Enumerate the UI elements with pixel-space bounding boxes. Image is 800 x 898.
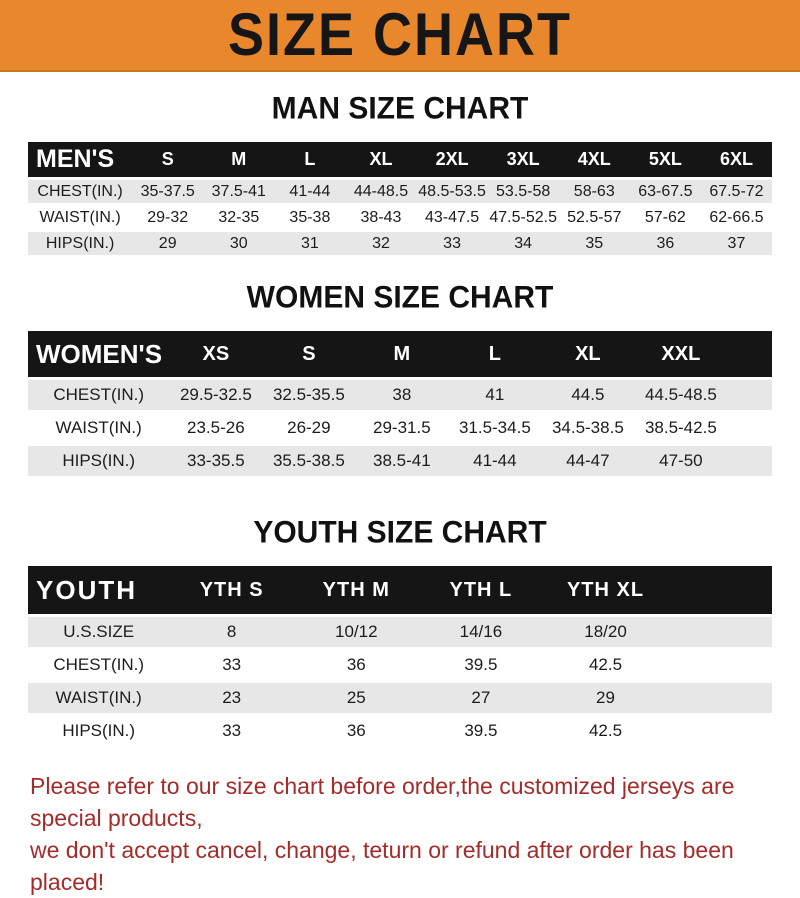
measurement-value: 34.5-38.5 (541, 413, 634, 443)
measurement-value: 14/16 (419, 617, 544, 647)
measurement-value: 42.5 (543, 716, 668, 746)
measurement-value: 41-44 (274, 180, 345, 203)
measurement-value: 34 (488, 232, 559, 255)
order-disclaimer (30, 770, 800, 898)
measurement-value: 38 (355, 380, 448, 410)
measurement-label: WAIST(IN.) (28, 413, 169, 443)
size-column-header: YTH M (322, 578, 390, 601)
measurement-label: HIPS(IN.) (28, 232, 132, 255)
size-chart-banner (0, 0, 800, 72)
size-column-header: L (488, 342, 501, 365)
measurement-label: CHEST(IN.) (28, 380, 169, 410)
measurement-value: 67.5-72 (701, 180, 772, 203)
measurement-value: 38-43 (345, 206, 416, 229)
measurement-value: 23 (169, 683, 294, 713)
measurement-value: 44.5-48.5 (634, 380, 727, 410)
measurement-value: 25 (294, 683, 419, 713)
size-column-header: XL (575, 342, 601, 365)
measurement-row (28, 683, 772, 713)
youth-size-chart-section (0, 516, 800, 749)
measurement-value: 36 (294, 716, 419, 746)
size-column-header: 6XL (719, 149, 753, 169)
measurement-row (28, 206, 772, 229)
measurement-value: 29.5-32.5 (169, 380, 262, 410)
row-spacer (727, 380, 772, 410)
measurement-value: 57-62 (630, 206, 701, 229)
women-size-table (28, 328, 772, 479)
measurement-value: 63-67.5 (630, 180, 701, 203)
measurement-value: 33 (417, 232, 488, 255)
size-column-header: XL (369, 149, 393, 169)
measurement-label: HIPS(IN.) (28, 716, 169, 746)
measurement-value: 37.5-41 (203, 180, 274, 203)
size-column-header: XXL (661, 342, 701, 365)
measurement-row (28, 180, 772, 203)
size-column-header: 5XL (648, 149, 682, 169)
measurement-value: 27 (419, 683, 544, 713)
measurement-row (28, 232, 772, 255)
measurement-value: 58-63 (559, 180, 630, 203)
measurement-row (28, 617, 772, 647)
measurement-value: 41-44 (448, 446, 541, 476)
measurement-value: 36 (630, 232, 701, 255)
row-spacer (668, 716, 772, 746)
measurement-row (28, 446, 772, 476)
measurement-label: WAIST(IN.) (28, 206, 132, 229)
measurement-value: 47.5-52.5 (488, 206, 559, 229)
measurement-value: 29 (543, 683, 668, 713)
measurement-value: 30 (203, 232, 274, 255)
measurement-label: CHEST(IN.) (28, 180, 132, 203)
measurement-label: WAIST(IN.) (28, 683, 169, 713)
size-column-header: YTH L (449, 578, 513, 601)
measurement-row (28, 650, 772, 680)
row-spacer (727, 446, 772, 476)
women-section-title: WOMEN SIZE CHART (246, 279, 554, 315)
measurement-value: 10/12 (294, 617, 419, 647)
measurement-value: 39.5 (419, 650, 544, 680)
measurement-value: 44-47 (541, 446, 634, 476)
measurement-value: 31.5-34.5 (448, 413, 541, 443)
size-column-header: M (393, 342, 411, 365)
table-group-label: WOMEN'S (36, 338, 163, 369)
measurement-value: 53.5-58 (488, 180, 559, 203)
measurement-value: 48.5-53.5 (417, 180, 488, 203)
measurement-row (28, 380, 772, 410)
size-column-header: 4XL (577, 149, 611, 169)
men-section-title: MAN SIZE CHART (271, 90, 529, 126)
measurement-value: 8 (169, 617, 294, 647)
table-group-label: YOUTH (36, 574, 137, 605)
table-group-label: MEN'S (36, 145, 115, 173)
row-spacer (668, 683, 772, 713)
measurement-value: 23.5-26 (169, 413, 262, 443)
measurement-value: 29-31.5 (355, 413, 448, 443)
measurement-value: 39.5 (419, 716, 544, 746)
men-size-chart-section (0, 92, 800, 258)
banner-title: SIZE CHART (228, 1, 572, 69)
measurement-value: 37 (701, 232, 772, 255)
measurement-label: CHEST(IN.) (28, 650, 169, 680)
row-spacer (727, 413, 772, 443)
size-header-row (28, 142, 772, 177)
measurement-value: 42.5 (543, 650, 668, 680)
measurement-value: 35-38 (274, 206, 345, 229)
measurement-value: 32.5-35.5 (262, 380, 355, 410)
measurement-value: 33 (169, 716, 294, 746)
header-spacer (668, 566, 772, 614)
size-column-header: S (302, 342, 316, 365)
measurement-value: 32-35 (203, 206, 274, 229)
measurement-value: 38.5-42.5 (634, 413, 727, 443)
row-spacer (668, 650, 772, 680)
men-size-table (28, 139, 772, 258)
measurement-value: 35-37.5 (132, 180, 203, 203)
size-column-header: 3XL (506, 149, 540, 169)
youth-section-title: YOUTH SIZE CHART (253, 514, 547, 550)
measurement-label: HIPS(IN.) (28, 446, 169, 476)
measurement-value: 41 (448, 380, 541, 410)
measurement-value: 33 (169, 650, 294, 680)
measurement-value: 44.5 (541, 380, 634, 410)
measurement-value: 35.5-38.5 (262, 446, 355, 476)
size-column-header: YTH S (199, 578, 264, 601)
measurement-value: 26-29 (262, 413, 355, 443)
measurement-value: 33-35.5 (169, 446, 262, 476)
youth-size-table (28, 563, 772, 749)
size-header-row (28, 331, 772, 377)
measurement-value: 62-66.5 (701, 206, 772, 229)
measurement-value: 29 (132, 232, 203, 255)
measurement-value: 31 (274, 232, 345, 255)
size-column-header: XS (202, 342, 230, 365)
women-size-chart-section (0, 281, 800, 479)
size-column-header: S (161, 149, 174, 169)
measurement-value: 36 (294, 650, 419, 680)
measurement-value: 52.5-57 (559, 206, 630, 229)
disclaimer-line-1: Please refer to our size chart before order,the customized jerseys are special products, (30, 773, 735, 831)
header-spacer (727, 331, 772, 377)
measurement-value: 38.5-41 (355, 446, 448, 476)
measurement-value: 35 (559, 232, 630, 255)
disclaimer-line-2: we don't accept cancel, change, teturn or refund after order has been placed! (30, 837, 734, 895)
measurement-value: 43-47.5 (417, 206, 488, 229)
size-column-header: YTH XL (566, 578, 645, 601)
measurement-value: 47-50 (634, 446, 727, 476)
measurement-value: 32 (345, 232, 416, 255)
measurement-value: 18/20 (543, 617, 668, 647)
size-column-header: M (231, 149, 247, 169)
size-header-row (28, 566, 772, 614)
measurement-value: 44-48.5 (345, 180, 416, 203)
row-spacer (668, 617, 772, 647)
size-column-header: 2XL (435, 149, 469, 169)
measurement-row (28, 716, 772, 746)
measurement-label: U.S.SIZE (28, 617, 169, 647)
size-column-header: L (304, 149, 316, 169)
measurement-row (28, 413, 772, 443)
measurement-value: 29-32 (132, 206, 203, 229)
